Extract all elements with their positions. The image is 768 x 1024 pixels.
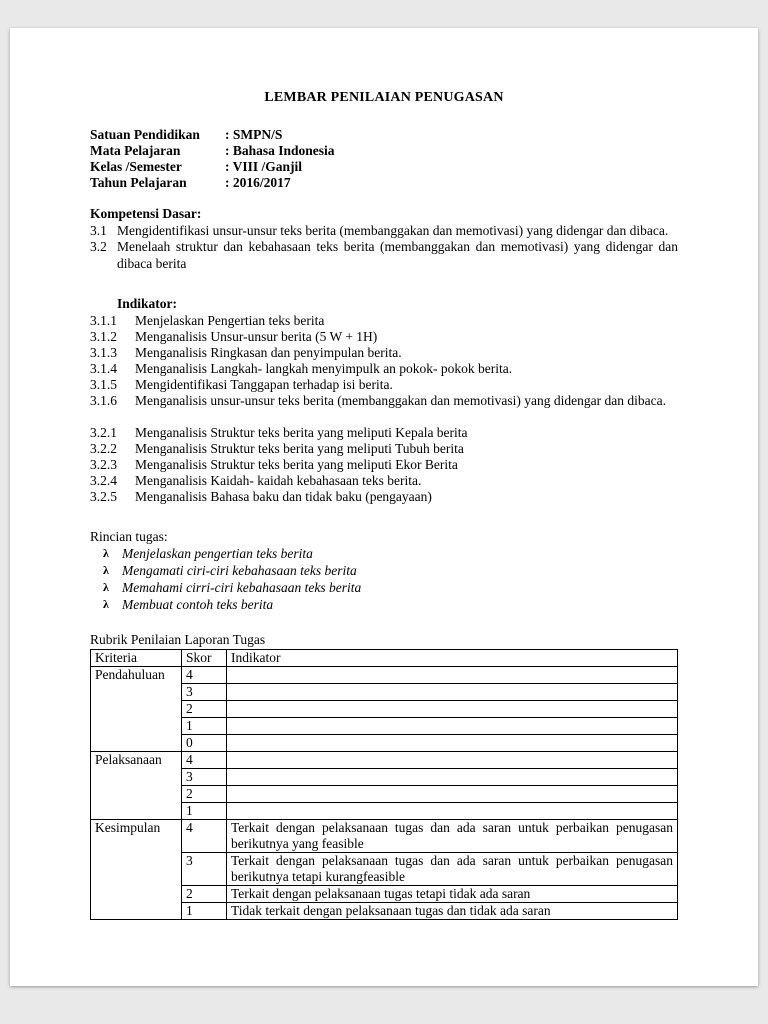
item-text: Mengidentifikasi Tanggapan terhadap isi berita. bbox=[135, 376, 393, 392]
rincian-item-text: Membuat contoh teks berita bbox=[122, 596, 274, 612]
item-text: Menelaah struktur dan kebahasaan teks berita (membanggakan dan memotivasi) yang didengar dan dibaca berita bbox=[117, 239, 678, 271]
rubric-header-kriteria: Kriteria bbox=[91, 649, 182, 666]
rubric-cell-skor: 1 bbox=[182, 717, 227, 734]
kompetensi-dasar-section bbox=[90, 206, 678, 272]
rubric-cell-indikator: Terkait dengan pelaksanaan tugas dan ada saran untuk perbaikan penugasan berikutnya tetapi kurangfeasible bbox=[227, 852, 678, 885]
info-row bbox=[90, 175, 678, 191]
table-row bbox=[91, 666, 678, 683]
rubric-cell-skor: 1 bbox=[182, 902, 227, 919]
rubric-cell-indikator bbox=[227, 717, 678, 734]
indikator-item bbox=[90, 361, 678, 377]
arrow-bullet-icon: λ bbox=[103, 562, 109, 577]
rubric-cell-indikator bbox=[227, 751, 678, 768]
info-row bbox=[90, 159, 678, 175]
rubric-cell-indikator: Terkait dengan pelaksanaan tugas tetapi tidak ada saran bbox=[227, 885, 678, 902]
rubric-section bbox=[90, 631, 678, 920]
rincian-item-text: Menjelaskan pengertian teks berita bbox=[122, 545, 313, 561]
rubric-cell-skor: 0 bbox=[182, 734, 227, 751]
kompetensi-dasar-heading: Kompetensi Dasar: bbox=[90, 206, 202, 221]
rincian-item-text: Memahami cirri-ciri kebahasaan teks berita bbox=[122, 579, 362, 595]
arrow-bullet-icon: λ bbox=[103, 579, 109, 594]
rubric-cell-skor: 1 bbox=[182, 802, 227, 819]
item-text: Menganalisis Struktur teks berita yang meliputi Kepala berita bbox=[135, 424, 468, 440]
kompetensi-item bbox=[90, 239, 678, 272]
info-label: Mata Pelajaran bbox=[90, 143, 181, 158]
item-number: 3.2 bbox=[90, 239, 107, 254]
item-number: 3.2.5 bbox=[90, 488, 117, 504]
rincian-tugas-heading: Rincian tugas: bbox=[90, 528, 168, 544]
item-number: 3.2.2 bbox=[90, 440, 117, 456]
document-page bbox=[10, 28, 758, 986]
item-text: Menjelaskan Pengertian teks berita bbox=[135, 312, 325, 328]
info-label: Tahun Pelajaran bbox=[90, 175, 187, 190]
rubric-cell-skor: 2 bbox=[182, 700, 227, 717]
info-label: Satuan Pendidikan bbox=[90, 127, 200, 142]
rubric-cell-indikator bbox=[227, 802, 678, 819]
rubric-cell-skor: 2 bbox=[182, 885, 227, 902]
rubric-cell-skor: 2 bbox=[182, 785, 227, 802]
rincian-tugas-section bbox=[90, 528, 678, 613]
rincian-item bbox=[103, 596, 678, 613]
indikator-item bbox=[90, 457, 678, 473]
rubric-cell-skor: 4 bbox=[182, 666, 227, 683]
rincian-item-text: Mengamati ciri-ciri kebahasaan teks berita bbox=[122, 562, 357, 578]
item-number: 3.1.2 bbox=[90, 328, 117, 344]
indikator-item bbox=[90, 489, 678, 505]
indikator-item bbox=[90, 473, 678, 489]
item-text: Menganalisis Bahasa baku dan tidak baku (pengayaan) bbox=[135, 488, 432, 504]
item-text: Menganalisis Struktur teks berita yang meliputi Ekor Berita bbox=[135, 456, 458, 472]
rubric-cell-indikator bbox=[227, 666, 678, 683]
item-number: 3.1.4 bbox=[90, 360, 117, 376]
info-value: : VIII /Ganjil bbox=[225, 159, 303, 174]
indikator-item bbox=[90, 313, 678, 329]
rincian-item bbox=[103, 562, 678, 579]
item-number: 3.1.5 bbox=[90, 376, 117, 392]
rubric-cell-indikator bbox=[227, 734, 678, 751]
item-number: 3.1.6 bbox=[90, 392, 117, 408]
rubric-cell-skor: 3 bbox=[182, 852, 227, 885]
info-row bbox=[90, 127, 678, 143]
info-row bbox=[90, 143, 678, 159]
indikator-section bbox=[90, 296, 678, 505]
item-text: Menganalisis Langkah- langkah menyimpulk an pokok- pokok berita. bbox=[135, 360, 513, 376]
rubric-cell-indikator: Tidak terkait dengan pelaksanaan tugas dan tidak ada saran bbox=[227, 902, 678, 919]
spacer bbox=[90, 409, 678, 425]
rubric-table bbox=[90, 649, 678, 920]
table-row bbox=[91, 819, 678, 852]
item-text: Menganalisis Struktur teks berita yang meliputi Tubuh berita bbox=[135, 440, 464, 456]
item-text: Menganalisis Unsur-unsur berita (5 W + 1H) bbox=[135, 328, 378, 344]
table-row bbox=[91, 751, 678, 768]
item-number: 3.2.1 bbox=[90, 424, 117, 440]
table-header-row bbox=[91, 649, 678, 666]
indikator-item bbox=[90, 329, 678, 345]
info-label: Kelas /Semester bbox=[90, 159, 182, 174]
rubric-cell-kriteria: Kesimpulan bbox=[91, 819, 182, 919]
item-number: 3.1 bbox=[90, 222, 107, 238]
rubric-cell-skor: 4 bbox=[182, 819, 227, 852]
item-number: 3.2.3 bbox=[90, 456, 117, 472]
item-text: Menganalisis Kaidah- kaidah kebahasaan teks berita. bbox=[135, 472, 422, 488]
item-text: Menganalisis Ringkasan dan penyimpulan berita. bbox=[135, 344, 402, 360]
rincian-item bbox=[103, 545, 678, 562]
indikator-item bbox=[90, 441, 678, 457]
page-title: LEMBAR PENILAIAN PENUGASAN bbox=[264, 90, 504, 105]
rubric-cell-indikator bbox=[227, 700, 678, 717]
document-info-block bbox=[90, 127, 678, 191]
rubric-caption: Rubrik Penilaian Laporan Tugas bbox=[90, 631, 266, 647]
item-text: Mengidentifikasi unsur-unsur teks berita (membanggakan dan memotivasi) yang didengar dan dibaca. bbox=[117, 222, 669, 238]
rubric-header-skor: Skor bbox=[182, 649, 227, 666]
item-number: 3.2.4 bbox=[90, 472, 117, 488]
rubric-cell-indikator bbox=[227, 785, 678, 802]
item-number: 3.1.3 bbox=[90, 344, 117, 360]
indikator-heading: Indikator: bbox=[117, 296, 178, 311]
arrow-bullet-icon: λ bbox=[103, 545, 109, 560]
indikator-item bbox=[90, 345, 678, 361]
arrow-bullet-icon: λ bbox=[103, 596, 109, 611]
kompetensi-item bbox=[90, 223, 678, 240]
rincian-item bbox=[103, 579, 678, 596]
rubric-cell-skor: 3 bbox=[182, 768, 227, 785]
item-number: 3.1.1 bbox=[90, 312, 117, 328]
info-value: : Bahasa Indonesia bbox=[225, 143, 335, 158]
rubric-cell-indikator bbox=[227, 768, 678, 785]
indikator-item bbox=[90, 393, 678, 409]
indikator-item bbox=[90, 377, 678, 393]
info-value: : SMPN/S bbox=[225, 127, 283, 142]
item-text: Menganalisis unsur-unsur teks berita (membanggakan dan memotivasi) yang didengar dan dibaca. bbox=[135, 392, 666, 408]
rubric-cell-skor: 4 bbox=[182, 751, 227, 768]
indikator-item bbox=[90, 425, 678, 441]
rubric-cell-kriteria: Pelaksanaan bbox=[91, 751, 182, 819]
rubric-cell-skor: 3 bbox=[182, 683, 227, 700]
info-value: : 2016/2017 bbox=[225, 175, 291, 190]
rubric-header-indikator: Indikator bbox=[227, 649, 678, 666]
rubric-cell-indikator bbox=[227, 683, 678, 700]
rubric-cell-kriteria: Pendahuluan bbox=[91, 666, 182, 751]
rubric-cell-indikator: Terkait dengan pelaksanaan tugas dan ada saran untuk perbaikan penugasan berikutnya yang feasible bbox=[227, 819, 678, 852]
